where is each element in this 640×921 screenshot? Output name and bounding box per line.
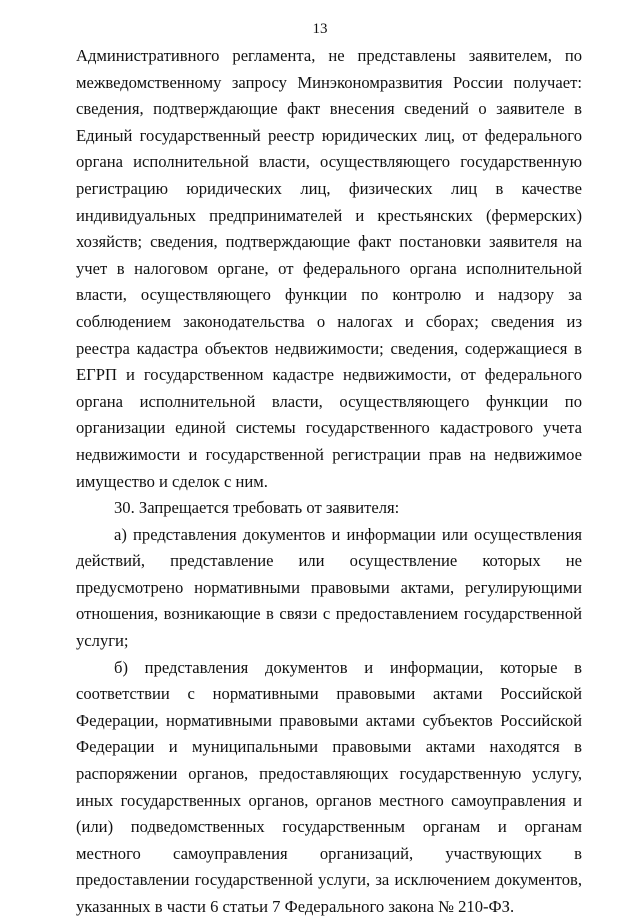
document-body: [76, 43, 582, 921]
paragraph-continuation: Административного регламента, не представлены заявителем, по межведомственному запросу Минэкономразвития России получает: сведения, подтверждающие факт внесения сведений о заявителе в Единый государственный реестр юридических лиц, от федерального органа исполнительной власти, осуществляющего государственную регистрацию юридических лиц, физических лиц в качестве индивидуальных предпринимателей и крестьянских (фермерских) хозяйств; сведения, подтверждающие факт постановки заявителя на учет в налоговом органе, от федерального органа исполнительной власти, осуществляющего функции по контролю и надзору за соблюдением законодательства о налогах и сборах; сведения из реестра кадастра объектов недвижимости; сведения, содержащиеся в ЕГРП и государственном кадастре недвижимости, от федерального органа исполнительной власти, осуществляющего функции по организации единой системы государственного кадастрового учета недвижимости и государственной регистрации прав на недвижимое имущество и сделок с ним.: [76, 46, 582, 491]
paragraph-item-30: 30. Запрещается требовать от заявителя:: [114, 498, 400, 518]
paragraph-subitem-b: б) представления документов и информации, которые в соответствии с нормативными правовыми актами Российской Федерации, нормативными правовыми актами субъектов Российской Федерации и муниципальными правовыми актами находятся в распоряжении органов, предоставляющих государственную услугу, иных государственных органов, органов местного самоуправления и (или) подведомственных государственным органам и органам местного самоуправления организаций, участвующих в предоставлении государственной услуги, за исключением документов, указанных в части 6 статьи 7 Федерального закона № 210-ФЗ.: [76, 657, 582, 916]
paragraph-subitem-a: а) представления документов и информации или осуществления действий, представление или осуществление которых не предусмотрено нормативными правовыми актами, регулирующими отношения, возникающие в связи с предоставлением государственной услуги;: [76, 524, 582, 651]
page-number: 13: [312, 21, 328, 37]
